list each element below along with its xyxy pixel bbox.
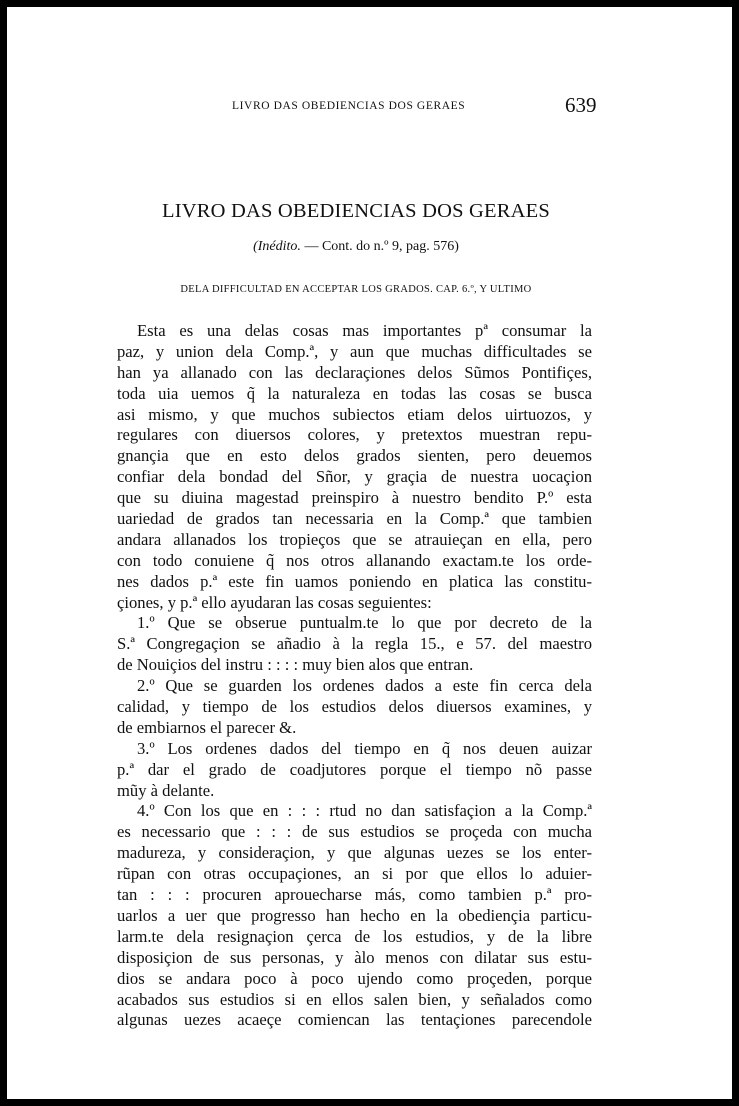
text-line: es necessario que : : : de sus estudios se proçeda con mucha (117, 822, 592, 842)
text-line: que su diuina magestad preinspiro à nuestro bendito P.º esta (117, 488, 592, 508)
text-line: paz, y union dela Comp.ª, y aun que muchas difficultades se (117, 341, 592, 361)
text-line: 2.º Que se guarden los ordenes dados a este fin cerca dela (137, 676, 592, 696)
text-line: uariedad de grados tan necessaria en la Comp.ª que tambien (117, 509, 592, 529)
text-line: toda uia uemos q̃ la naturaleza en todas las cosas se busca (117, 383, 592, 403)
text-line: Esta es una delas cosas mas importantes pª consumar la (137, 321, 592, 340)
source-note-rest: — Cont. do n.º 9, pag. 576) (300, 239, 459, 254)
text-line: con todo conuiene q̃ nos otros allanando exactam.te los orde- (117, 550, 592, 570)
text-line: de embiarnos el parecer &. (117, 717, 297, 737)
text-line: andara allanados los tropieços que se atrauieçan en ella, pero (117, 529, 592, 549)
text-line: mũy à delante. (117, 780, 215, 800)
body-text (117, 321, 592, 1031)
text-line: 1.º Que se obserue puntualm.te lo que por decreto de la (137, 613, 592, 633)
text-line: uarlos a uer que progresso han hecho en la obediençia particu- (117, 905, 592, 925)
source-note (147, 239, 565, 255)
text-line: S.ª Congregaçion se añadio à la regla 15., e 57. del maestro (117, 634, 592, 654)
text-line: gnançia que en esto delos grados sienten, pero deuemos (117, 446, 592, 466)
document-title: LIVRO DAS OBEDIENCIAS DOS GERAES (162, 200, 550, 222)
text-line: de Nouiçios del instru : : : : muy bien alos que entran. (117, 655, 474, 675)
text-line: calidad, y tiempo de los estudios delos diuersos examines, y (117, 697, 592, 717)
text-line: 3.º Los ordenes dados del tiempo en q̃ nos deuen auizar (137, 738, 592, 758)
text-line: dios se andara poco à poco ujendo como proçeden, porque (117, 968, 592, 988)
text-line: acabados sus estudios si en ellos salen bien, y señalados como (117, 989, 592, 1009)
text-line: 4.º Con los que en : : : rtud no dan satisfaçion a la Comp.ª (137, 801, 592, 821)
text-line: çiones, y p.ª ello ayudaran las cosas seguientes: (117, 592, 432, 612)
text-line: madureza, y consideraçion, y que algunas uezes se los enter- (117, 843, 592, 863)
text-line: disposiçion de sus personas, y àlo menos con dilatar sus estu- (117, 947, 592, 967)
running-head: LIVRO DAS OBEDIENCIAS DOS GERAES (232, 100, 466, 112)
page-number: 639 (565, 93, 597, 117)
text-line: larm.te dela resignaçion çerca de los estudios, y de la libre (117, 926, 592, 946)
text-line: tan : : : procuren aprouecharse más, como tambien p.ª pro- (117, 885, 592, 905)
text-line: rũpan con otras occupaçiones, an si por que ellos lo aduier- (117, 864, 592, 884)
text-line: han ya allanado con las declaraçiones delos Sũmos Pontifiçes, (117, 362, 592, 382)
text-line: nes dados p.ª este fin uamos poniendo en platica las constitu- (117, 571, 592, 591)
text-line: regulares con diuersos colores, y pretextos muestran repu- (117, 425, 592, 445)
chapter-heading: DELA DIFFICULTAD EN ACCEPTAR LOS GRADOS. CAP. 6.º, Y ULTIMO (180, 284, 532, 295)
text-line: algunas uezes acaeçe comiencan las tentaçiones parecendole (117, 1010, 592, 1030)
text-line: p.ª dar el grado de coadjutores porque el tiempo nõ passe (117, 759, 592, 779)
source-note-italic: (Inédito. (253, 239, 301, 254)
text-line: confiar dela bondad del Sñor, y graçia de nuestra uocaçion (117, 467, 592, 487)
text-line: asi mismo, y que muchos subiectos etiam delos uirtuozos, y (117, 404, 592, 424)
